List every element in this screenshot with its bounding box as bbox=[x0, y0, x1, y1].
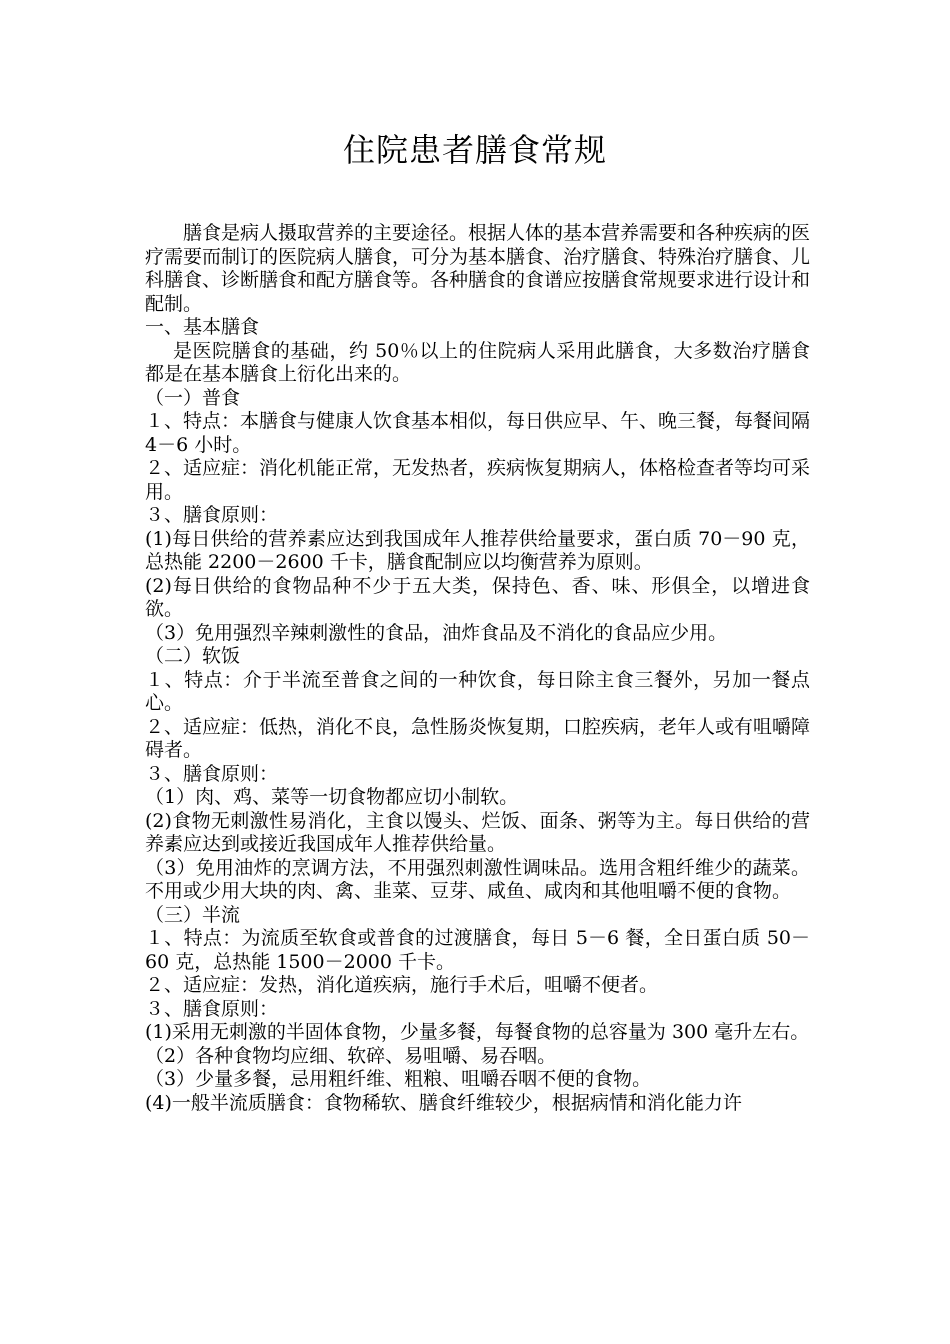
semi-liquid-principle-4: (4)一般半流质膳食：食物稀软、膳食纤维较少，根据病情和消化能力许 bbox=[145, 1091, 742, 1114]
soft-diet-principles-heading: ３、膳食原则： bbox=[145, 762, 279, 785]
subsection-heading-general-diet: （一）普食 bbox=[145, 386, 241, 409]
general-diet-principle-1: (1)每日供给的营养素应达到我国成年人推荐供给量要求，蛋白质 70－90 克，总热能 2200－2600 千卡，膳食配制应以均衡营养为原则。 bbox=[145, 527, 810, 573]
semi-liquid-principle-3: （3）少量多餐，忌用粗纤维、粗粮、咀嚼吞咽不便的食物。 bbox=[145, 1068, 652, 1090]
semi-liquid-principle-2: （2）各种食物均应细、软碎、易咀嚼、易吞咽。 bbox=[145, 1044, 557, 1067]
soft-diet-indication: ２、适应症：低热，消化不良，急性肠炎恢复期，口腔疾病，老年人或有咀嚼障碍者。 bbox=[145, 715, 811, 761]
general-diet-feature: １、特点：本膳食与健康人饮食基本相似，每日供应早、午、晚三餐，每餐间隔 4－6 小时。 bbox=[145, 410, 811, 456]
semi-liquid-feature: １、特点：为流质至软食或普食的过渡膳食，每日 5－6 餐，全日蛋白质 50－60 克，总热能 1500－2000 千卡。 bbox=[145, 927, 810, 973]
general-diet-indication: ２、适应症：消化机能正常，无发热者，疾病恢复期病人，体格检查者等均可采用。 bbox=[145, 457, 811, 503]
basic-diet-description: 是医院膳食的基础，约 50％以上的住院病人采用此膳食，大多数治疗膳食都是在基本膳食上衍化出来的。 bbox=[145, 339, 810, 385]
semi-liquid-indication: ２、适应症：发热，消化道疾病，施行手术后，咀嚼不便者。 bbox=[145, 974, 659, 996]
general-diet-principles-heading: ３、膳食原则： bbox=[145, 504, 279, 526]
semi-liquid-principle-1: (1)采用无刺激的半固体食物，少量多餐，每餐食物的总容量为 300 毫升左右。 bbox=[145, 1021, 810, 1043]
soft-diet-feature: １、特点：介于半流至普食之间的一种饮食，每日除主食三餐外，另加一餐点心。 bbox=[145, 668, 810, 714]
document-title: 住院患者膳食常规 bbox=[342, 131, 607, 169]
soft-diet-principle-3: （3）免用油炸的烹调方法，不用强烈刺激性调味品。选用含粗纤维少的蔬菜。不用或少用大块的肉、禽、韭菜、豆芽、咸鱼、咸肉和其他咀嚼不便的食物。 bbox=[145, 856, 810, 902]
subsection-heading-semi-liquid: （三）半流 bbox=[145, 903, 241, 926]
soft-diet-principle-2: (2)食物无刺激性易消化，主食以馒头、烂饭、面条、粥等为主。每日供给的营养素应达到或接近我国成年人推荐供给量。 bbox=[145, 809, 810, 855]
document-body bbox=[145, 222, 810, 1115]
soft-diet-principle-1: （1）肉、鸡、菜等一切食物都应切小制软。 bbox=[145, 786, 519, 808]
intro-paragraph: 膳食是病人摄取营养的主要途径。根据人体的基本营养需要和各种疾病的医疗需要而制订的医院病人膳食，可分为基本膳食、治疗膳食、特殊治疗膳食、儿科膳食、诊断膳食和配方膳食等。各种膳食的食谱应按膳食常规要求进行设计和配制。 bbox=[145, 222, 811, 315]
subsection-heading-soft-diet: （二）软饭 bbox=[145, 645, 241, 667]
semi-liquid-principles-heading: ３、膳食原则： bbox=[145, 997, 279, 1020]
section-heading-basic-diet: 一、基本膳食 bbox=[145, 316, 260, 338]
general-diet-principle-3: （3）免用强烈辛辣刺激性的食品，油炸食品及不消化的食品应少用。 bbox=[145, 621, 728, 644]
general-diet-principle-2: (2)每日供给的食物品种不少于五大类，保持色、香、味、形俱全，以增进食欲。 bbox=[145, 574, 810, 620]
